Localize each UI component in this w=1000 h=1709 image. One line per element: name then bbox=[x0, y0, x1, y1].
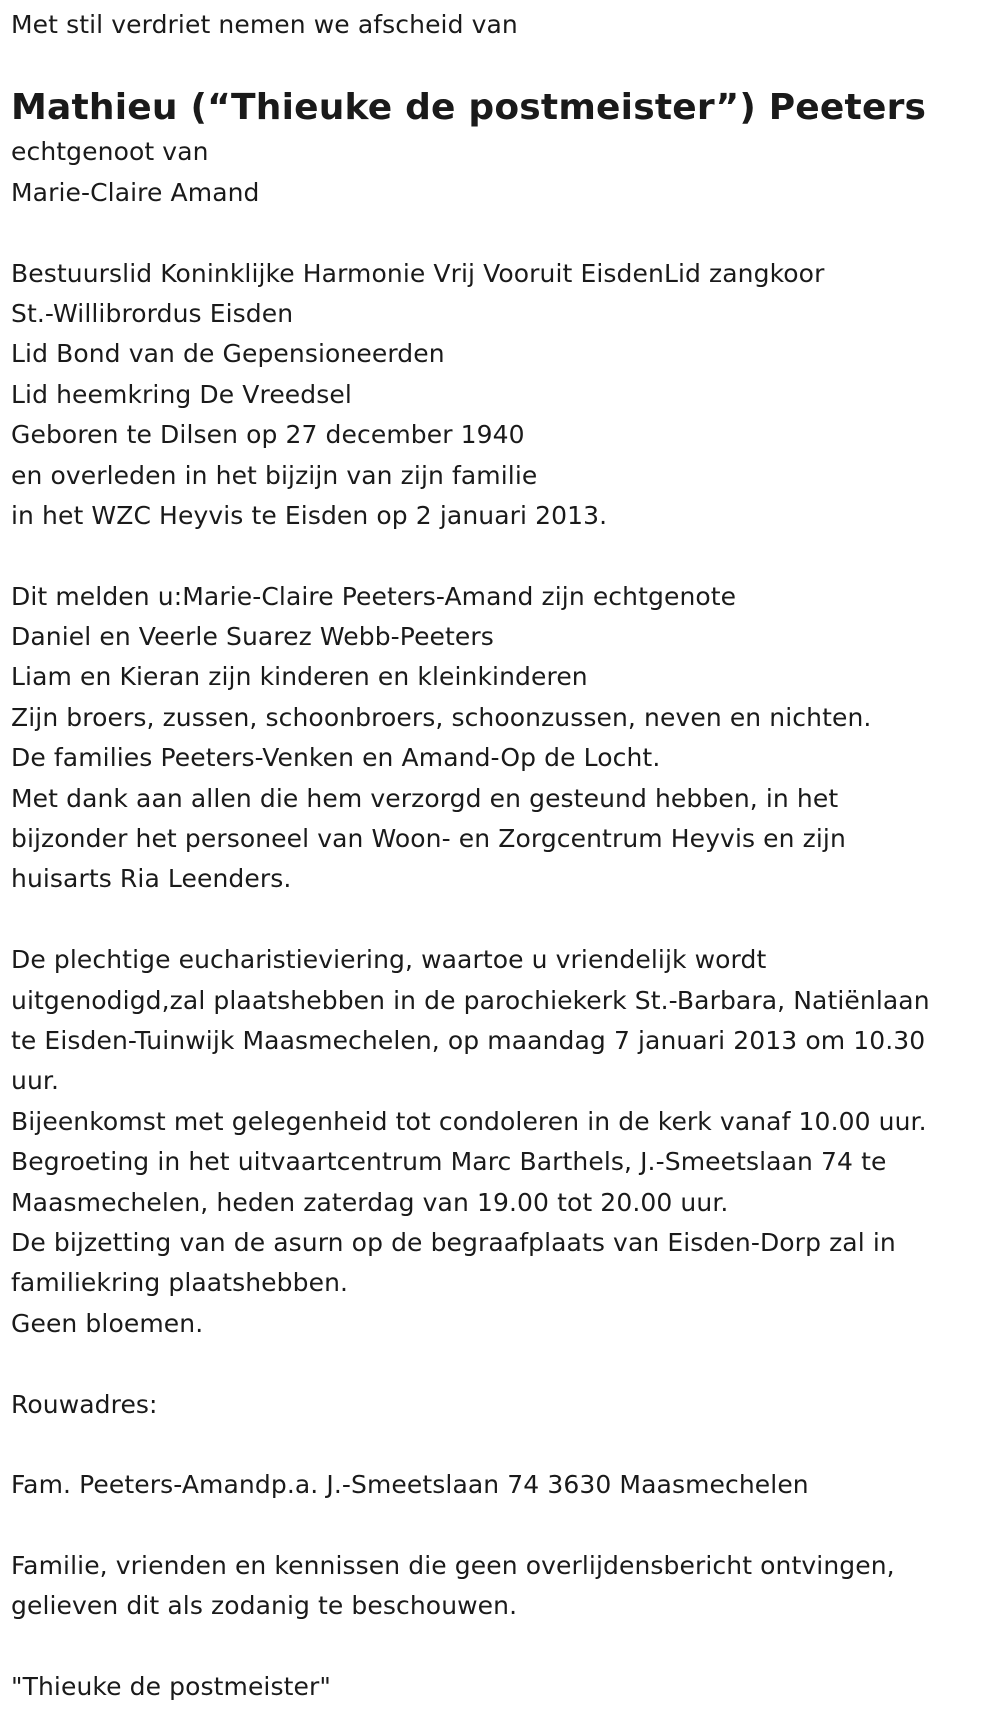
bio-line: St.-Willibrordus Eisden bbox=[11, 298, 294, 328]
bio-line: Lid heemkring De Vreedsel bbox=[11, 379, 352, 409]
ceremony-line: familiekring plaatshebben. bbox=[11, 1268, 349, 1298]
spacer bbox=[11, 213, 991, 253]
ceremony-section bbox=[11, 940, 991, 1344]
family-line: bijzonder het personeel van Woon- en Zorgcentrum Heyvis en zijn bbox=[11, 824, 846, 854]
spacer bbox=[11, 900, 991, 940]
spouse-section bbox=[11, 132, 991, 213]
address-label: Rouwadres: bbox=[11, 1389, 158, 1419]
notice-section bbox=[11, 1546, 991, 1627]
obituary-document bbox=[11, 0, 991, 1708]
spouse-line: Marie-Claire Amand bbox=[11, 177, 260, 207]
spouse-line: echtgenoot van bbox=[11, 137, 209, 167]
family-line: huisarts Ria Leenders. bbox=[11, 864, 292, 894]
intro-text: Met stil verdriet nemen we afscheid van bbox=[11, 10, 518, 39]
family-line: De families Peeters-Venken en Amand-Op de Locht. bbox=[11, 743, 661, 773]
family-line: Met dank aan allen die hem verzorgd en gesteund hebben, in het bbox=[11, 783, 839, 813]
bio-line: en overleden in het bijzijn van zijn familie bbox=[11, 460, 538, 490]
ceremony-line: Bijeenkomst met gelegenheid tot condoleren in de kerk vanaf 10.00 uur. bbox=[11, 1106, 927, 1136]
spacer bbox=[11, 1627, 991, 1667]
family-line: Zijn broers, zussen, schoonbroers, schoonzussen, neven en nichten. bbox=[11, 702, 872, 732]
ceremony-line: De bijzetting van de asurn op de begraafplaats van Eisden-Dorp zal in bbox=[11, 1227, 896, 1257]
spacer bbox=[11, 1344, 991, 1384]
bio-line: Lid Bond van de Gepensioneerden bbox=[11, 339, 445, 369]
bio-line: in het WZC Heyvis te Eisden op 2 januari 2013. bbox=[11, 500, 608, 530]
nickname-text: "Thieuke de postmeister" bbox=[11, 1672, 331, 1702]
address-text: Fam. Peeters-Amandp.a. J.-Smeetslaan 74 3630 Maasmechelen bbox=[11, 1470, 809, 1500]
notice-line: gelieven dit als zodanig te beschouwen. bbox=[11, 1591, 518, 1621]
ceremony-line: De plechtige eucharistieviering, waartoe u vriendelijk wordt bbox=[11, 945, 767, 975]
spacer bbox=[11, 1425, 991, 1465]
ceremony-line: Maasmechelen, heden zaterdag van 19.00 tot 20.00 uur. bbox=[11, 1187, 729, 1217]
ceremony-line: Begroeting in het uitvaartcentrum Marc Barthels, J.-Smeetslaan 74 te bbox=[11, 1147, 887, 1177]
deceased-name: Mathieu (“Thieuke de postmeister”) Peeters bbox=[11, 87, 927, 129]
ceremony-line: uitgenodigd,zal plaatshebben in de parochiekerk St.-Barbara, Natiënlaan bbox=[11, 985, 930, 1015]
bio-line: Bestuurslid Koninklijke Harmonie Vrij Vooruit EisdenLid zangkoor bbox=[11, 258, 825, 288]
family-line: Daniel en Veerle Suarez Webb-Peeters bbox=[11, 622, 494, 652]
family-line: Liam en Kieran zijn kinderen en kleinkinderen bbox=[11, 662, 588, 692]
spacer bbox=[11, 536, 991, 576]
family-line: Dit melden u:Marie-Claire Peeters-Amand zijn echtgenote bbox=[11, 581, 737, 611]
bio-line: Geboren te Dilsen op 27 december 1940 bbox=[11, 420, 525, 450]
ceremony-line: uur. bbox=[11, 1066, 60, 1096]
family-section bbox=[11, 577, 991, 900]
ceremony-line: Geen bloemen. bbox=[11, 1308, 204, 1338]
notice-line: Familie, vrienden en kennissen die geen overlijdensbericht ontvingen, bbox=[11, 1551, 895, 1581]
bio-section bbox=[11, 254, 991, 537]
ceremony-line: te Eisden-Tuinwijk Maasmechelen, op maandag 7 januari 2013 om 10.30 bbox=[11, 1025, 926, 1055]
spacer bbox=[11, 1506, 991, 1546]
